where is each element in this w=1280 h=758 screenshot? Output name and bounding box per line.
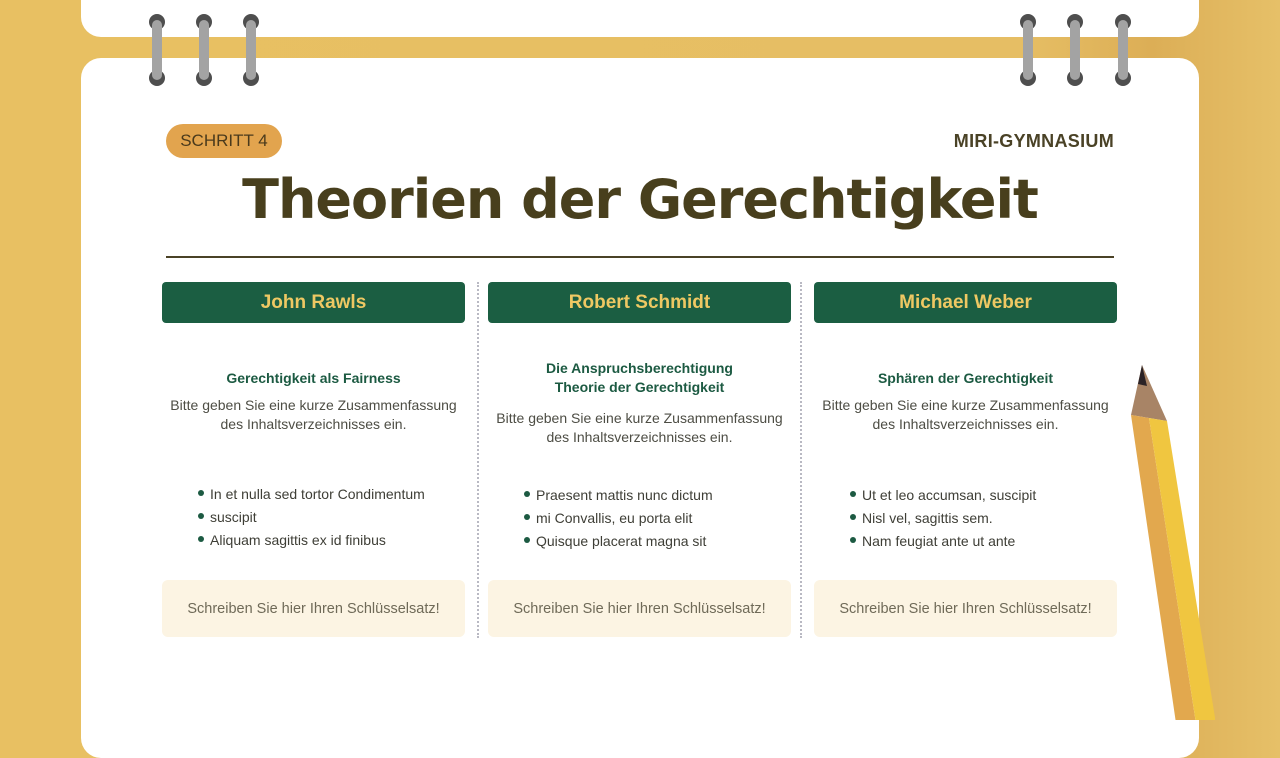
column-header: Robert Schmidt	[488, 282, 791, 323]
column-subtitle: Die Anspruchsberechtigung Theorie der Gerechtigkeit	[546, 360, 733, 395]
spiral-ring-icon	[196, 14, 212, 86]
step-badge: SCHRITT 4	[166, 124, 282, 158]
list-item: In et nulla sed tortor Condimentum	[210, 483, 425, 506]
key-sentence-input[interactable]: Schreiben Sie hier Ihren Schlüsselsatz!	[162, 580, 465, 637]
column-header: Michael Weber	[814, 282, 1117, 323]
pencil-icon	[1125, 360, 1215, 720]
column-description: Bitte geben Sie eine kurze Zusammenfassung des Inhaltsverzeichnisses ein.	[822, 397, 1109, 432]
list-item: Praesent mattis nunc dictum	[536, 484, 713, 507]
column-divider	[477, 282, 479, 638]
column-divider	[800, 282, 802, 638]
column-description: Bitte geben Sie eine kurze Zusammenfassung des Inhaltsverzeichnisses ein.	[496, 410, 783, 445]
bullet-list	[210, 483, 425, 552]
spiral-ring-icon	[243, 14, 259, 86]
bullet-list	[536, 484, 713, 553]
column-subtitle: Sphären der Gerechtigkeit	[877, 369, 1054, 386]
theory-column	[162, 282, 465, 638]
title-divider	[166, 256, 1114, 258]
key-sentence-input[interactable]: Schreiben Sie hier Ihren Schlüsselsatz!	[488, 580, 791, 637]
theory-column	[814, 282, 1117, 638]
list-item: Nisl vel, sagittis sem.	[862, 507, 1036, 530]
spiral-ring-icon	[1067, 14, 1083, 86]
list-item: Ut et leo accumsan, suscipit	[862, 484, 1036, 507]
list-item: Nam feugiat ante ut ante	[862, 530, 1036, 553]
list-item: Quisque placerat magna sit	[536, 530, 713, 553]
list-item: Aliquam sagittis ex id finibus	[210, 529, 425, 552]
school-name: MIRI-GYMNASIUM	[953, 131, 1114, 151]
bullet-list	[862, 484, 1036, 553]
list-item: suscipit	[210, 506, 425, 529]
spiral-ring-icon	[1115, 14, 1131, 86]
key-sentence-input[interactable]: Schreiben Sie hier Ihren Schlüsselsatz!	[814, 580, 1117, 637]
spiral-ring-icon	[149, 14, 165, 86]
page-title: Theorien der Gerechtigkeit	[242, 168, 1038, 231]
column-description: Bitte geben Sie eine kurze Zusammenfassung des Inhaltsverzeichnisses ein.	[170, 397, 457, 432]
column-subtitle: Gerechtigkeit als Fairness	[226, 369, 401, 386]
list-item: mi Convallis, eu porta elit	[536, 507, 713, 530]
column-header: John Rawls	[162, 282, 465, 323]
theory-column	[488, 282, 791, 638]
spiral-ring-icon	[1020, 14, 1036, 86]
